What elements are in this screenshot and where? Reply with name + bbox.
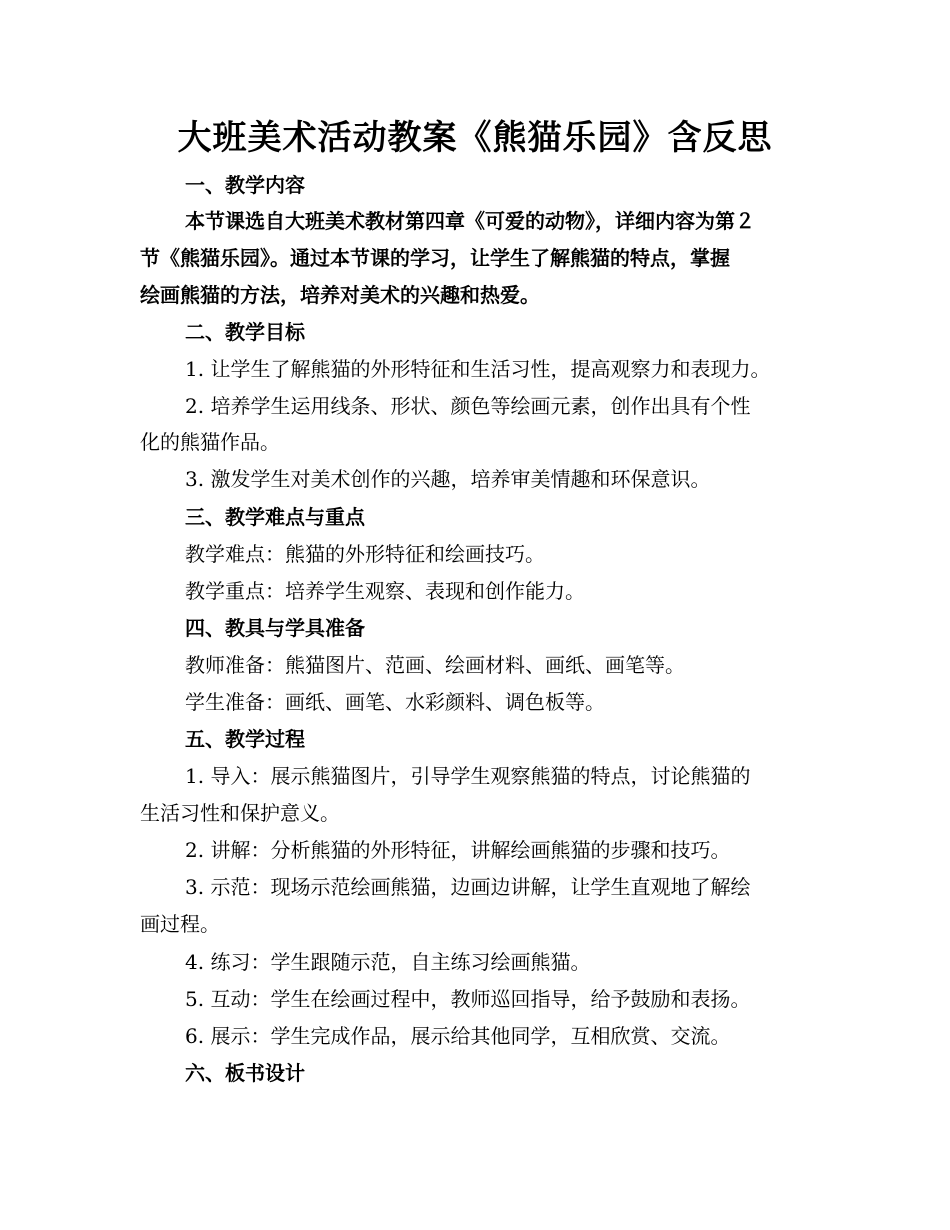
section-heading-materials: 四、教具与学具准备 — [185, 616, 365, 640]
process-line: 4. 练习：学生跟随示范，自主练习绘画熊猫。 — [185, 950, 591, 974]
process-line: 1. 导入：展示熊猫图片，引导学生观察熊猫的特点，讨论熊猫的 — [185, 764, 751, 788]
process-line: 2. 讲解：分析熊猫的外形特征，讲解绘画熊猫的步骤和技巧。 — [185, 838, 731, 862]
focus-line: 教学重点：培养学生观察、表现和创作能力。 — [185, 579, 585, 603]
section-heading-board: 六、板书设计 — [185, 1061, 305, 1085]
materials-line: 教师准备：熊猫图片、范画、绘画材料、画纸、画笔等。 — [185, 653, 685, 677]
process-line: 画过程。 — [140, 912, 220, 936]
goal-line: 2. 培养学生运用线条、形状、颜色等绘画元素，创作出具有个性 — [185, 394, 751, 418]
section-heading-process: 五、教学过程 — [185, 727, 305, 751]
content-line: 本节课选自大班美术教材第四章《可爱的动物》，详细内容为第２ — [185, 209, 755, 233]
document-title: 大班美术活动教案《熊猫乐园》含反思 — [177, 118, 773, 158]
section-heading-content: 一、教学内容 — [185, 173, 305, 197]
goal-line: 化的熊猫作品。 — [140, 430, 280, 454]
process-line: 6. 展示：学生完成作品，展示给其他同学，互相欣赏、交流。 — [185, 1024, 731, 1048]
process-line: 3. 示范：现场示范绘画熊猫，边画边讲解，让学生直观地了解绘 — [185, 875, 751, 899]
focus-line: 教学难点：熊猫的外形特征和绘画技巧。 — [185, 542, 545, 566]
process-line: 5. 互动：学生在绘画过程中，教师巡回指导，给予鼓励和表扬。 — [185, 987, 751, 1011]
content-line: 节《熊猫乐园》。通过本节课的学习，让学生了解熊猫的特点，掌握 — [140, 246, 730, 270]
process-line: 生活习性和保护意义。 — [140, 801, 340, 825]
content-line: 绘画熊猫的方法，培养对美术的兴趣和热爱。 — [140, 283, 540, 307]
section-heading-goals: 二、教学目标 — [185, 320, 305, 344]
goal-line: 1. 让学生了解熊猫的外形特征和生活习性，提高观察力和表现力。 — [185, 357, 771, 381]
goal-line: 3. 激发学生对美术创作的兴趣，培养审美情趣和环保意识。 — [185, 467, 711, 491]
section-heading-focus: 三、教学难点与重点 — [185, 505, 365, 529]
materials-line: 学生准备：画纸、画笔、水彩颜料、调色板等。 — [185, 690, 605, 714]
